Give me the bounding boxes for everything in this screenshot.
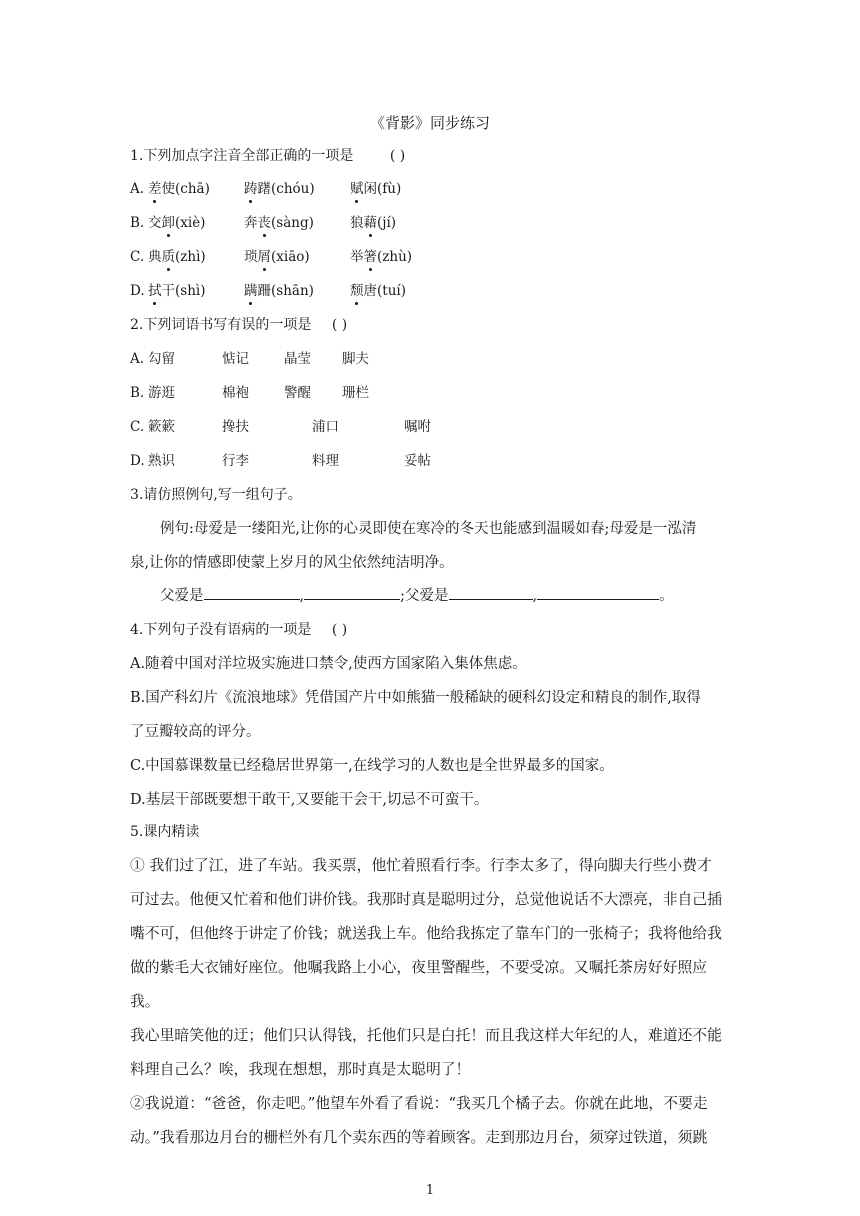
dotted-character: 踌 [244,181,258,197]
option-word: 晶莹 [284,351,311,367]
option-item: 琐屑(xiāo) [244,249,310,265]
passage-line: 可过去。他便又忙着和他们讲价钱。我那时真是聪明过分，总觉他说话不大漂亮，非自己插 [130,891,722,908]
option-word: 珊栏 [342,385,369,401]
option-d: D.基层干部既要想干敢干,又要能干会干,切忌不可蛮干。 [130,792,489,808]
option-word: 浦口 [312,419,339,435]
option-word: 簌簌 [148,419,175,435]
option-item: 颓唐(tuí) [350,283,406,299]
dotted-character: 颓 [350,283,364,299]
option-label: D. [130,453,145,469]
question-4 [130,621,347,639]
question-3 [130,486,302,504]
option-label: C. [130,249,145,265]
option-item: 交卸(xiè) [148,215,206,231]
option-label: A. [130,181,145,197]
option-word: 行李 [222,453,249,469]
option-word: 脚夫 [342,351,369,367]
passage-line: 动。”我看那边月台的栅栏外有几个卖东西的等着顾客。走到那边月台，须穿过铁道，须跳 [130,1129,708,1146]
passage-line: 我心里暗笑他的迂；他们只认得钱，托他们只是白托！而且我这样大年纪的人，难道还不能 [130,1027,722,1044]
answer-paren: ( ) [389,148,406,164]
option-label: B. [130,215,145,231]
dotted-character: 蹒 [244,283,258,299]
option-item: 举箸(zhù) [350,249,413,265]
example-line: 泉,让你的情感即使蒙上岁月的风尘依然纯洁明净。 [130,555,454,571]
question-stem: 1.下列加点字注音全部正确的一项是 [130,148,354,164]
example-sentence [130,512,730,580]
prompt-text: 父爱是 [160,588,204,604]
dotted-character: 差 [148,181,162,197]
dotted-character: 拭 [148,283,162,299]
option-word: 惦记 [222,351,249,367]
option-label: C. [130,419,145,435]
option-word: 嘱咐 [404,419,431,435]
option-word: 勾留 [148,351,175,367]
dotted-character: 箸 [363,249,377,265]
option-item: 奔丧(sàng) [244,215,314,231]
period: 。 [659,588,674,604]
dotted-character: 卸 [161,215,175,231]
option-item: 差使(chā) [148,181,210,197]
page-title: 《背影》同步练习 [369,114,490,132]
question-4-options [130,647,730,817]
option-item: 蹒跚(shān) [244,283,314,299]
option-item: 拭干(shì) [148,283,206,299]
fill-in-line [160,585,674,605]
option-label: D. [130,283,145,299]
comma: , [299,588,305,604]
dotted-character: 质 [161,249,175,265]
question-2 [130,316,347,334]
option-word: 棉袍 [222,385,249,401]
dotted-character: 屑 [257,249,271,265]
option-label: B. [130,385,145,401]
question-stem: 4.下列句子没有语病的一项是 [130,622,312,638]
passage-line: 嘴不可，但他终于讲定了价钱；就送我上车。他给我拣定了靠车门的一张椅子；我将他给我 [130,925,722,942]
blank-field-4[interactable] [537,585,659,600]
blank-field-2[interactable] [304,585,400,600]
page-number: 1 [425,1183,435,1198]
option-c: C.中国慕课数量已经稳居世界第一,在线学习的人数也是全世界最多的国家。 [130,758,614,774]
option-item: 赋闲(fù) [350,181,402,197]
blank-field-3[interactable] [449,585,533,600]
option-word: 料理 [312,453,339,469]
option-word: 游逛 [148,385,175,401]
option-label: A. [130,351,145,367]
question-stem: 2.下列词语书写有误的一项是 [130,317,312,333]
passage-line: 做的紫毛大衣铺好座位。他嘱我路上小心，夜里警醒些，不要受凉。又嘱托茶房好好照应我。 [130,959,708,1010]
question-5 [130,823,199,841]
dotted-character: 藉 [363,215,377,231]
reading-passage [130,849,730,1155]
question-stem: 3.请仿照例句,写一组句子。 [130,487,302,503]
answer-paren: ( ) [331,622,348,638]
passage-line: 料理自己么？唉，我现在想想，那时真是太聪明了！ [130,1061,471,1078]
option-word: 妥帖 [404,453,431,469]
question-1 [130,147,405,165]
option-a: A.随着中国对洋垃圾实施进口禁令,使西方国家陷入集体焦虑。 [130,656,527,672]
option-b: B.国产科幻片《流浪地球》凭借国产片中如熊猫一般稀缺的硬科幻设定和精良的制作,取得 [130,690,701,706]
option-word: 熟识 [148,453,175,469]
option-word: 搀扶 [222,419,249,435]
passage-line: ① 我们过了江，进了车站。我买票，他忙着照看行李。行李太多了，得向脚夫行些小费才 [130,857,712,874]
option-item: 典质(zhì) [148,249,206,265]
option-item: 狼藉(jí) [350,215,397,231]
answer-paren: ( ) [331,317,348,333]
passage-line: ②我说道：“爸爸，你走吧。”他望车外看了看说：“我买几个橘子去。你就在此地，不要走 [130,1095,708,1112]
option-b-cont: 了豆瓣较高的评分。 [130,724,261,740]
option-word: 警醒 [284,385,311,401]
question-stem: 5.课内精读 [130,824,200,840]
comma: , [532,588,538,604]
dotted-character: 赋 [350,181,364,197]
example-line: 例句:母爱是一缕阳光,让你的心灵即使在寒冷的冬天也能感到温暖如春;母爱是一泓清 [160,521,697,537]
option-item: 踌躇(chóu) [244,181,315,197]
blank-field-1[interactable] [204,585,300,600]
prompt-text: ;父爱是 [400,588,449,604]
dotted-character: 丧 [257,215,271,231]
